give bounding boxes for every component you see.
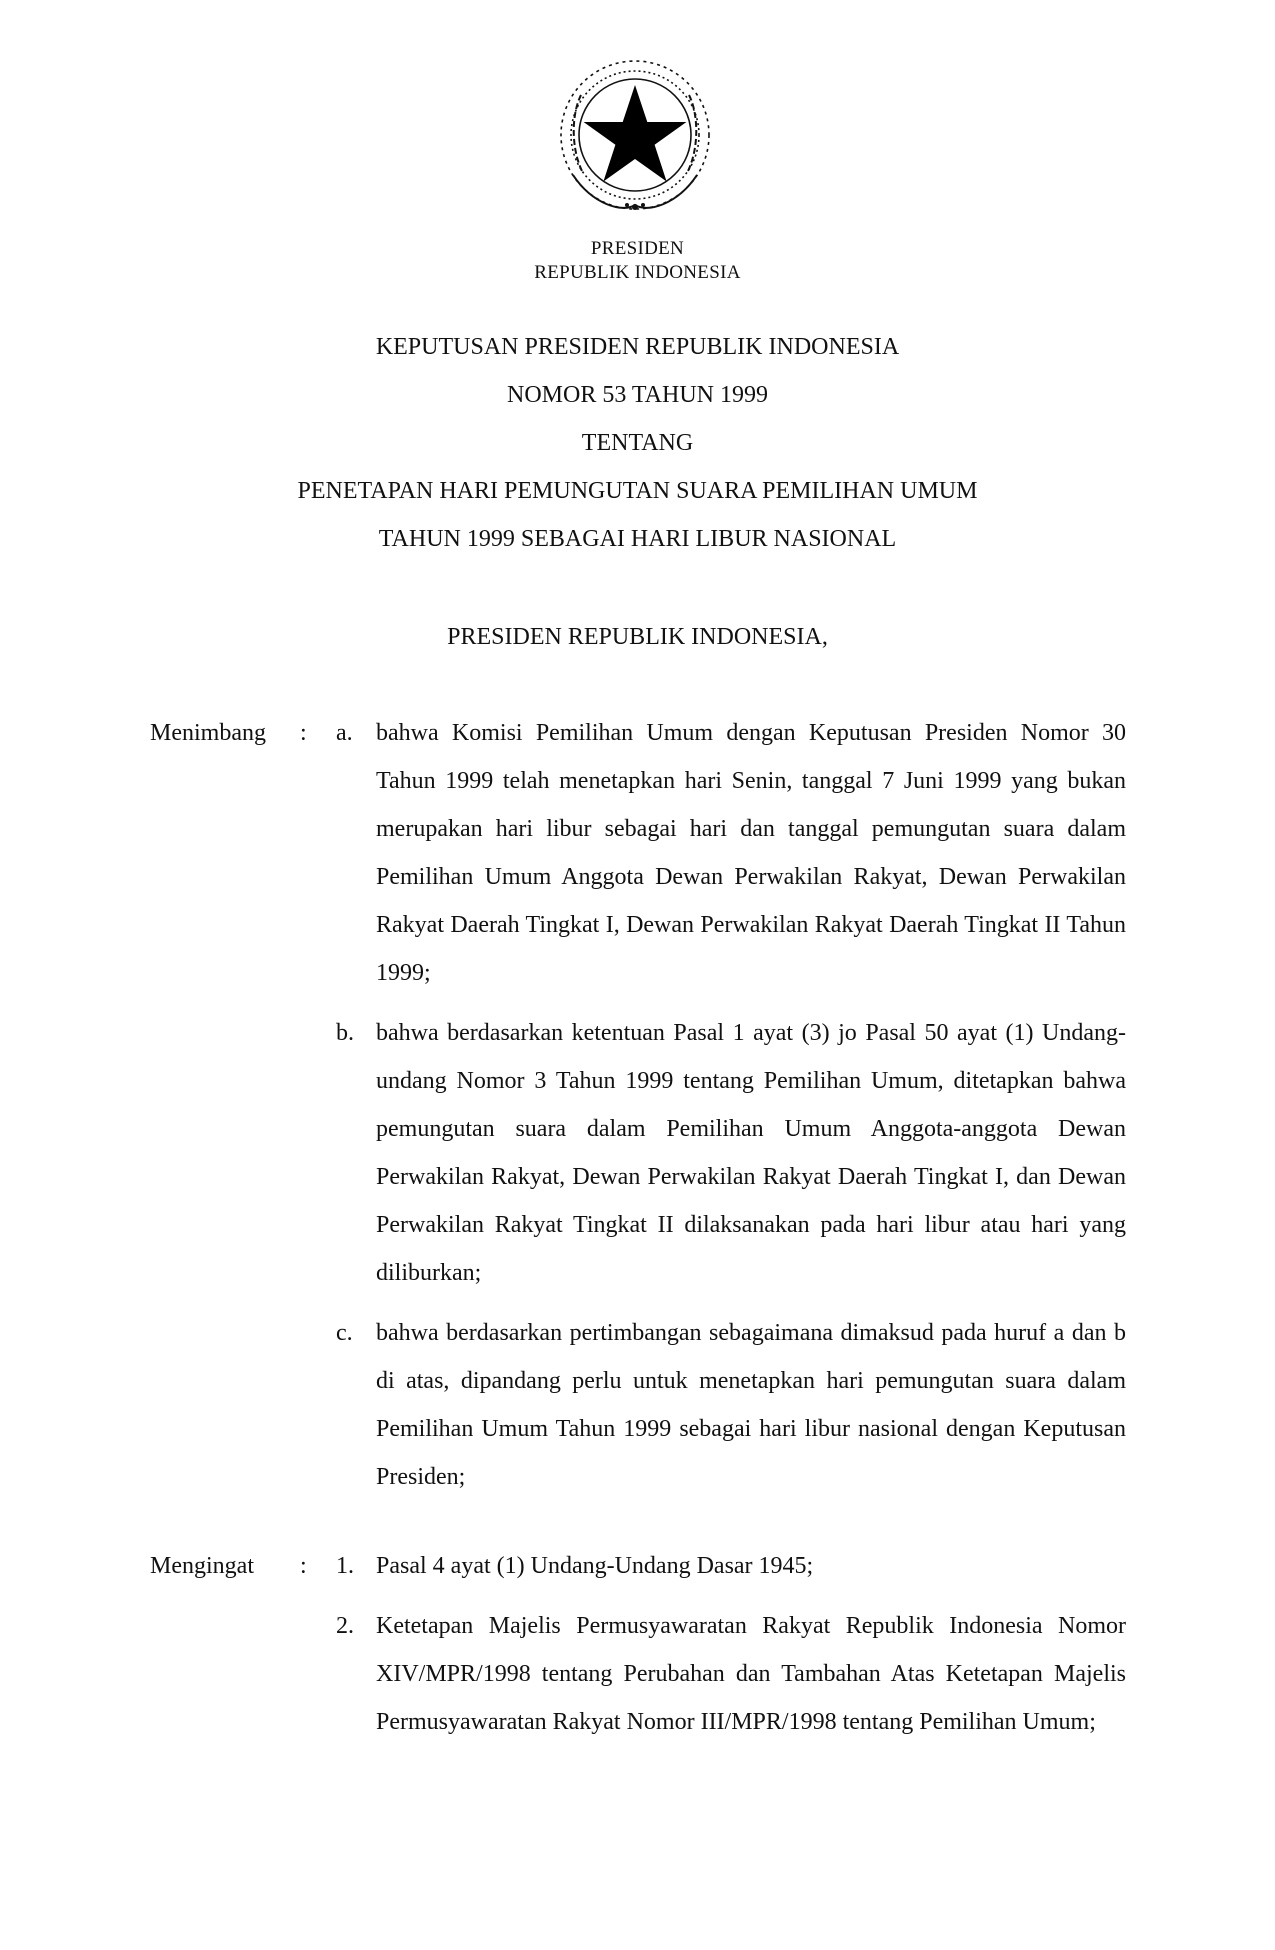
mengingat-item-2-text: Ketetapan Majelis Permusyawaratan Rakyat Republik Indonesia Nomor XIV/MPR/1998 tentang Perubahan dan Tambahan Atas Ketetapan Majelis Permusyawaratan Rakyat Nomor III/MPR/1998 tentang Pemilihan Umum;	[376, 1613, 1126, 1735]
menimbang-item-a-text: bahwa Komisi Pemilihan Umum dengan Keputusan Presiden Nomor 30 Tahun 1999 telah menetapkan hari Senin, tanggal 7 Juni 1999 yang bukan merupakan hari libur sebagai hari dan tanggal pemungutan suara dalam Pemilihan Umum Anggota Dewan Perwakilan Rakyat, Dewan Perwakilan Rakyat Daerah Tingkat I, Dewan Perwakilan Rakyat Daerah Tingkat II Tahun 1999;	[376, 720, 1126, 986]
mengingat-item-1-text: Pasal 4 ayat (1) Undang-Undang Dasar 1945;	[376, 1553, 814, 1579]
star-garland-emblem-icon	[553, 55, 717, 219]
decree-about: TENTANG	[581, 430, 694, 456]
menimbang-item-c-text: bahwa berdasarkan pertimbangan sebagaimana dimaksud pada huruf a dan b di atas, dipandang perlu untuk menetapkan hari pemungutan suara dalam Pemilihan Umum Tahun 1999 sebagai hari libur nasional dengan Keputusan Presiden;	[376, 1320, 1126, 1490]
decree-title: KEPUTUSAN PRESIDEN REPUBLIK INDONESIA	[375, 334, 900, 360]
issuer-line-2: REPUBLIK INDONESIA	[534, 262, 741, 283]
decree-number: NOMOR 53 TAHUN 1999	[507, 382, 768, 408]
menimbang-item-c-marker: c.	[336, 1320, 353, 1346]
menimbang-colon: :	[300, 720, 307, 746]
issuer-statement: PRESIDEN REPUBLIK INDONESIA,	[447, 624, 828, 650]
menimbang-item-a-marker: a.	[336, 720, 353, 746]
mengingat-item-2-marker: 2.	[336, 1613, 354, 1639]
decree-subject-line-1: PENETAPAN HARI PEMUNGUTAN SUARA PEMILIHAN UMUM	[297, 478, 978, 504]
menimbang-label: Menimbang	[150, 720, 266, 746]
mengingat-colon: :	[300, 1553, 307, 1579]
mengingat-label: Mengingat	[150, 1553, 254, 1579]
menimbang-item-b-text: bahwa berdasarkan ketentuan Pasal 1 ayat (3) jo Pasal 50 ayat (1) Undang-undang Nomor 3 Tahun 1999 tentang Pemilihan Umum, ditetapkan bahwa pemungutan suara dalam Pemilihan Umum Anggota-anggota Dewan Perwakilan Rakyat, Dewan Perwakilan Rakyat Daerah Tingkat I, dan Dewan Perwakilan Rakyat Tingkat II dilaksanakan pada hari libur atau hari yang diliburkan;	[376, 1020, 1126, 1286]
decree-subject-line-2: TAHUN 1999 SEBAGAI HARI LIBUR NASIONAL	[378, 526, 897, 552]
mengingat-item-1-marker: 1.	[336, 1553, 354, 1579]
menimbang-item-b-marker: b.	[336, 1020, 354, 1046]
issuer-line-1: PRESIDEN	[590, 238, 685, 259]
